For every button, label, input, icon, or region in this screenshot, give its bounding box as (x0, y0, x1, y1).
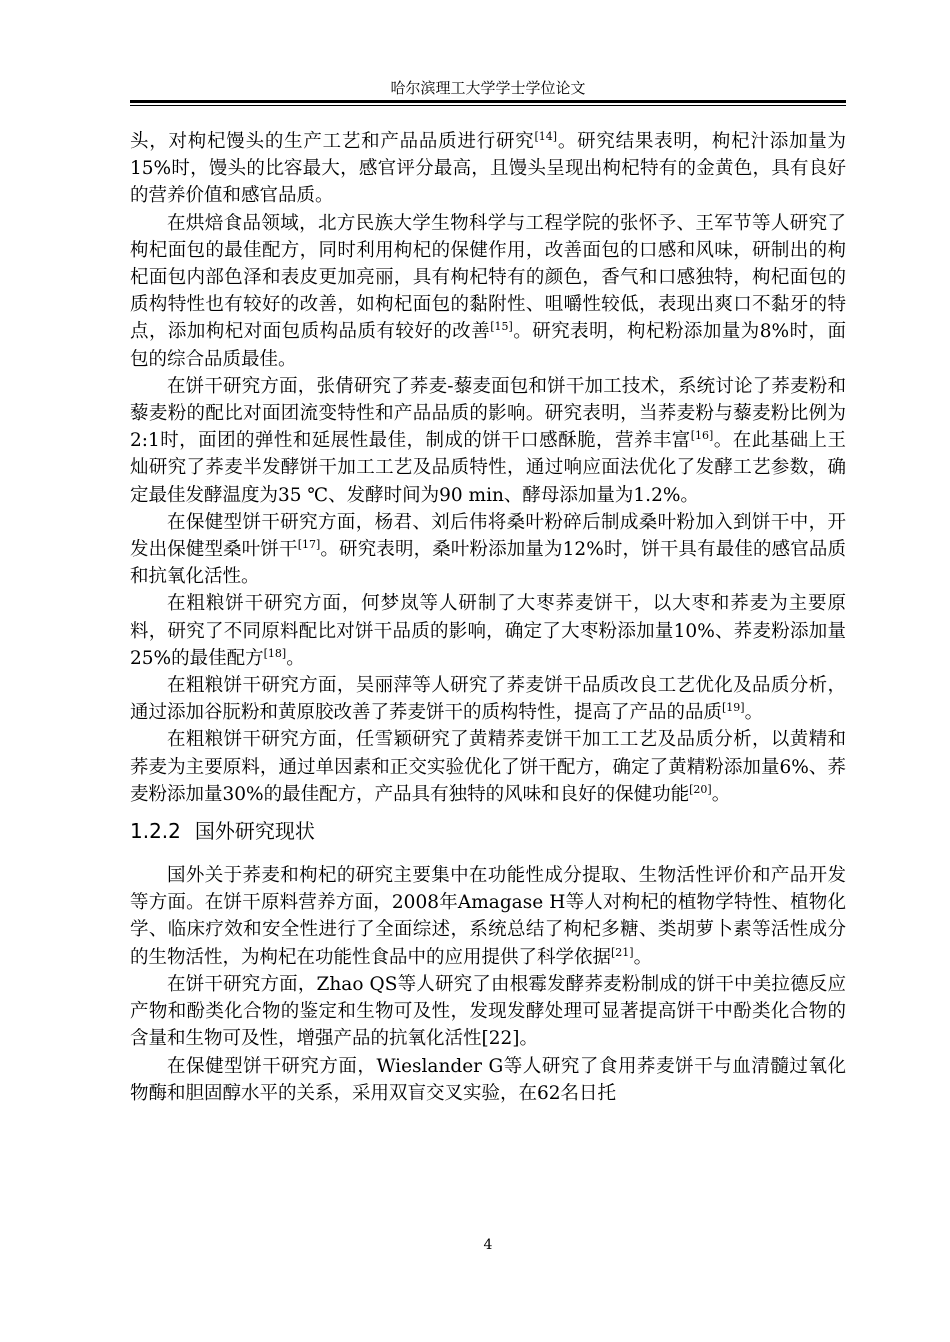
paragraph: 在粗粮饼干研究方面，任雪颖研究了黄精荞麦饼干加工工艺及品质分析，以黄精和荞麦为主要原料，通过单因素和正交实验优化了饼干配方，确定了黄精粉添加量6%、荞麦粉添加量30%的最佳配方，产品具有独特的风味和良好的保健功能[20]。 (130, 729, 846, 805)
section-title: 国外研究现状 (194, 819, 315, 844)
paragraph: 在烘焙食品领域，北方民族大学生物科学与工程学院的张怀予、王军节等人研究了枸杞面包的最佳配方，同时利用枸杞的保健作用，改善面包的口感和风味，研制出的枸杞面包内部色泽和表皮更加亮丽，具有枸杞特有的颜色，香气和口感独特，枸杞面包的质构特性也有较好的改善，如枸杞面包的黏附性、咀嚼性较低，表现出爽口不黏牙的特点，添加枸杞对面包质构品质有较好的改善[15]。研究表明，枸杞粉添加量为8%时，面包的综合品质最佳。 (130, 212, 846, 370)
citation: [16] (690, 429, 714, 443)
section-heading (130, 817, 846, 845)
header-rule-thick (130, 100, 846, 103)
paragraph: 在保健型饼干研究方面，杨君、刘后伟将桑叶粉碎后制成桑叶粉加入到饼干中，开发出保健型桑叶饼干[17]。研究表明，桑叶粉添加量为12%时，饼干具有最佳的感官品质和抗氧化活性。 (130, 511, 846, 588)
paragraph: 在粗粮饼干研究方面，吴丽萍等人研究了荞麦饼干品质改良工艺优化及品质分析，通过添加谷朊粉和黄原胶改善了荞麦饼干的质构特性，提高了产品的品质[19]。 (130, 675, 846, 724)
citation: [17] (297, 538, 321, 552)
citation: [18] (263, 646, 287, 660)
page-number: 4 (483, 1237, 493, 1253)
citation: [21] (611, 945, 634, 959)
page-body (130, 128, 846, 1107)
citation: [15] (490, 320, 513, 334)
paragraph: 在保健型饼干研究方面，Wieslander G等人研究了食用荞麦饼干与血清髓过氧化物酶和胆固醇水平的关系，采用双盲交叉实验，在62名日托 (130, 1055, 846, 1104)
citation: [20] (689, 782, 712, 796)
paragraph: 国外关于荞麦和枸杞的研究主要集中在功能性成分提取、生物活性评价和产品开发等方面。在饼干原料营养方面，2008年Amagase H等人对枸杞的植物学特性、植物化学、临床疗效和安全性进行了全面综述，系统总结了枸杞多糖、类胡萝卜素等活性成分的生物活性，为枸杞在功能性食品中的应用提供了科学依据[21]。 (130, 865, 846, 968)
section-number: 1.2.2 (130, 819, 181, 844)
paragraph: 在饼干研究方面，Zhao QS等人研究了由根霉发酵荞麦粉制成的饼干中美拉德反应产物和酚类化合物的鉴定和生物可及性，发现发酵处理可显著提高饼干中酚类化合物的含量和生物可及性，增强产品的抗氧化活性[22]。 (130, 973, 846, 1050)
running-header: 哈尔滨理工大学学士学位论文 (390, 79, 586, 97)
citation: [14] (534, 130, 558, 143)
paragraph: 在饼干研究方面，张倩研究了荞麦-藜麦面包和饼干加工技术，系统讨论了荞麦粉和藜麦粉的配比对面团流变特性和产品品质的影响。研究表明，当荞麦粉与藜麦粉比例为2:1时，面团的弹性和延展性最佳，制成的饼干口感酥脆，营养丰富[16]。在此基础上王灿研究了荞麦半发酵饼干加工工艺及品质特性，通过响应面法优化了发酵工艺参数，确定最佳发酵温度为35 ℃、发酵时间为90 min、酵母添加量为1.2%。 (130, 375, 846, 506)
paragraph: 在粗粮饼干研究方面，何梦岚等人研制了大枣荞麦饼干，以大枣和荞麦为主要原料，研究了不同原料配比对饼干品质的影响，确定了大枣粉添加量10%、荞麦粉添加量25%的最佳配方[18]。 (130, 593, 846, 669)
citation: [19] (722, 701, 745, 715)
paragraph: 头，对枸杞馒头的生产工艺和产品品质进行研究[14]。研究结果表明，枸杞汁添加量为15%时，馒头的比容最大，感官评分最高，且馒头呈现出枸杞特有的金黄色，具有良好的营养价值和感官品质。 (130, 130, 846, 207)
header-rule-thin (130, 105, 846, 106)
